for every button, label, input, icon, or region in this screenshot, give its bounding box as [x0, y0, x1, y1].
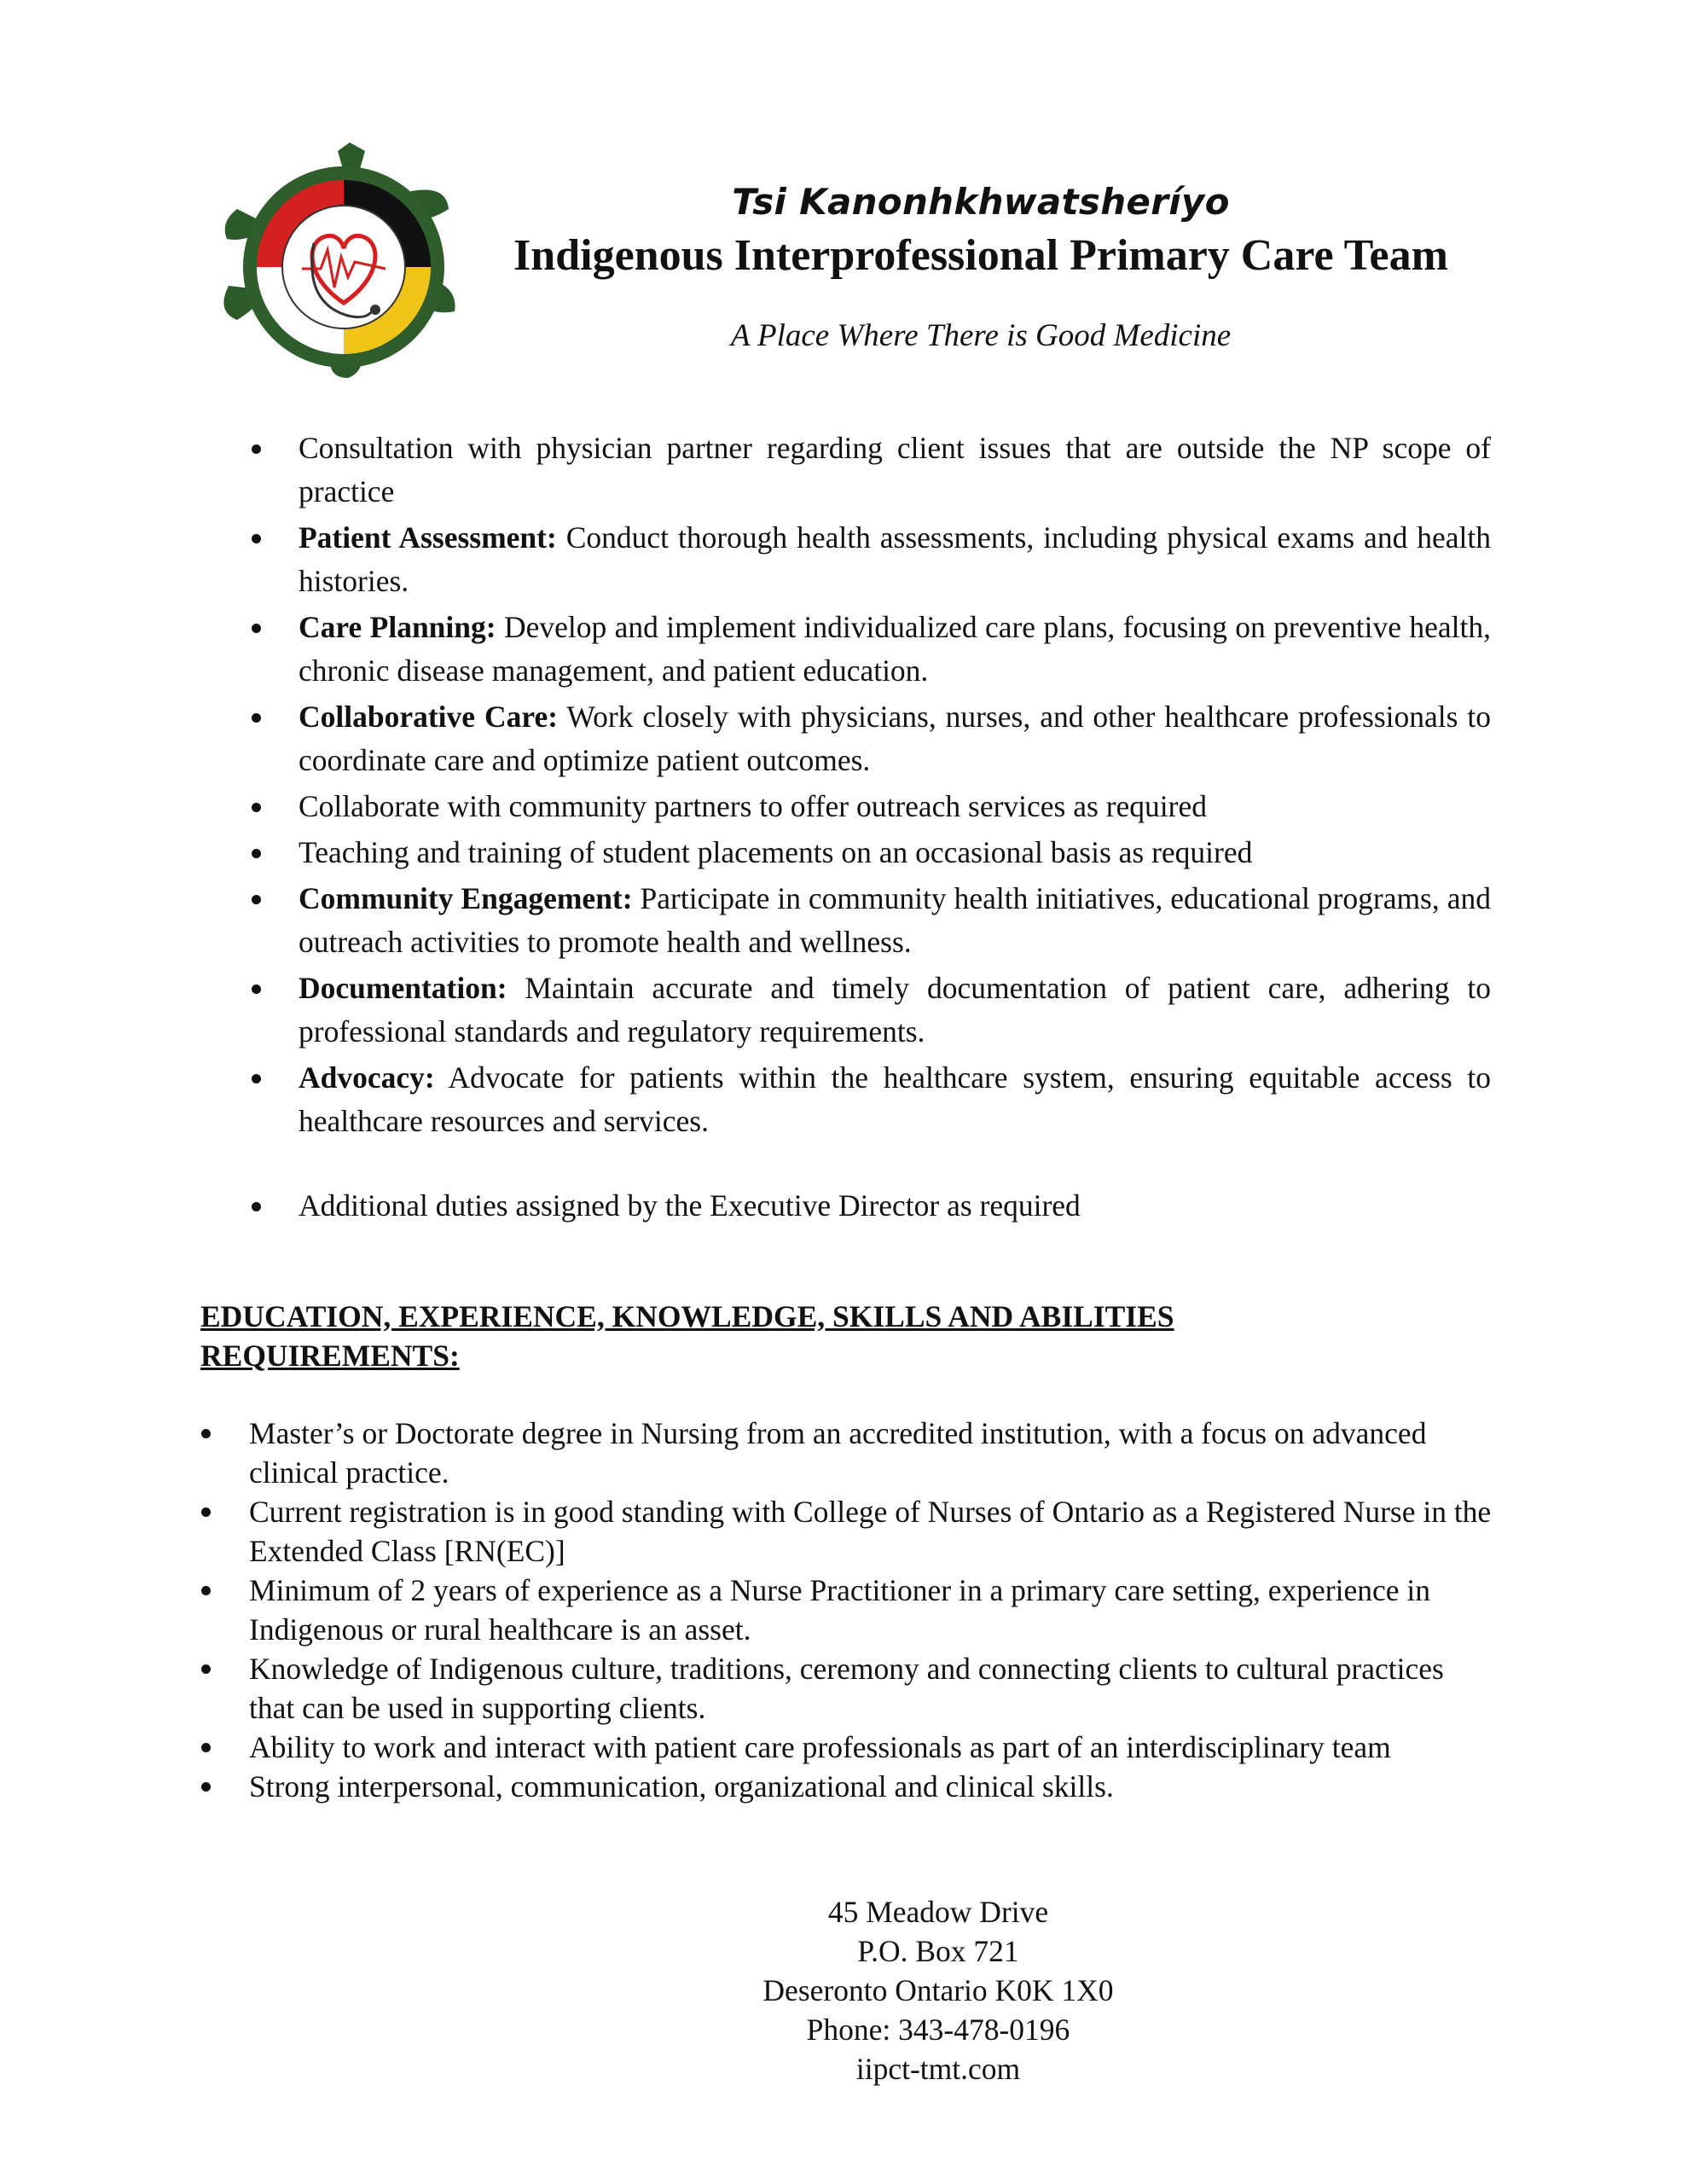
requirements-list [249, 1414, 1494, 1806]
po-box: P.O. Box 721 [857, 1934, 1019, 1968]
list-item: Care Planning: Develop and implement individualized care plans, focusing on preventive health, chronic disease management, and patient education. [299, 606, 1491, 693]
website-link[interactable]: iipct-tmt.com [855, 2052, 1021, 2086]
list-item: Minimum of 2 years of experience as a Nurse Practitioner in a primary care setting, experience in Indigenous or rural healthcare is an asset. [249, 1571, 1494, 1649]
list-item: Collaborate with community partners to offer outreach services as required [299, 785, 1491, 828]
list-item: Additional duties assigned by the Executive Director as required [299, 1184, 1491, 1228]
duties-list [299, 427, 1491, 1230]
organization-native-name: Tsi Kanonhkhwatsheríyo [732, 181, 1230, 223]
list-item: Strong interpersonal, communication, organizational and clinical skills. [249, 1767, 1494, 1806]
organization-logo [220, 141, 467, 380]
list-item: Ability to work and interact with patient care professionals as part of an interdisciplinary team [249, 1728, 1494, 1767]
list-item: Master’s or Doctorate degree in Nursing from an accredited institution, with a focus on advanced clinical practice. [249, 1414, 1494, 1492]
street-address: 45 Meadow Drive [827, 1895, 1049, 1929]
tagline: A Place Where There is Good Medicine [730, 318, 1232, 353]
list-item: Advocacy: Advocate for patients within the healthcare system, ensuring equitable access to healthcare resources and services. [299, 1056, 1491, 1143]
list-item: Community Engagement: Participate in community health initiatives, educational programs, and outreach activities to promote health and wellness. [299, 877, 1491, 964]
city-postal: Deseronto Ontario K0K 1X0 [762, 1973, 1114, 2007]
list-item: Documentation: Maintain accurate and timely documentation of patient care, adhering to professional standards and regulatory requirements. [299, 967, 1491, 1054]
list-item: Current registration is in good standing with College of Nurses of Ontario as a Registered Nurse in the Extended Class [RN(EC)] [249, 1492, 1494, 1571]
turtle-medicine-wheel-icon [220, 141, 467, 380]
list-item: Patient Assessment: Conduct thorough health assessments, including physical exams and health histories. [299, 516, 1491, 603]
list-item: Teaching and training of student placements on an occasional basis as required [299, 831, 1491, 874]
list-item: Consultation with physician partner regarding client issues that are outside the NP scope of practice [299, 427, 1491, 514]
address-footer [512, 1892, 1365, 2088]
organization-name: Indigenous Interprofessional Primary Care Team [513, 231, 1448, 280]
list-item: Knowledge of Indigenous culture, traditions, ceremony and connecting clients to cultural practices that can be used in supporting clients. [249, 1649, 1494, 1728]
requirements-heading: EDUCATION, EXPERIENCE, KNOWLEDGE, SKILLS AND ABILITIES REQUIREMENTS: [200, 1299, 1174, 1373]
phone-number: Phone: 343-478-0196 [806, 2013, 1070, 2047]
list-item: Collaborative Care: Work closely with physicians, nurses, and other healthcare professionals to coordinate care and optimize patient outcomes. [299, 695, 1491, 782]
